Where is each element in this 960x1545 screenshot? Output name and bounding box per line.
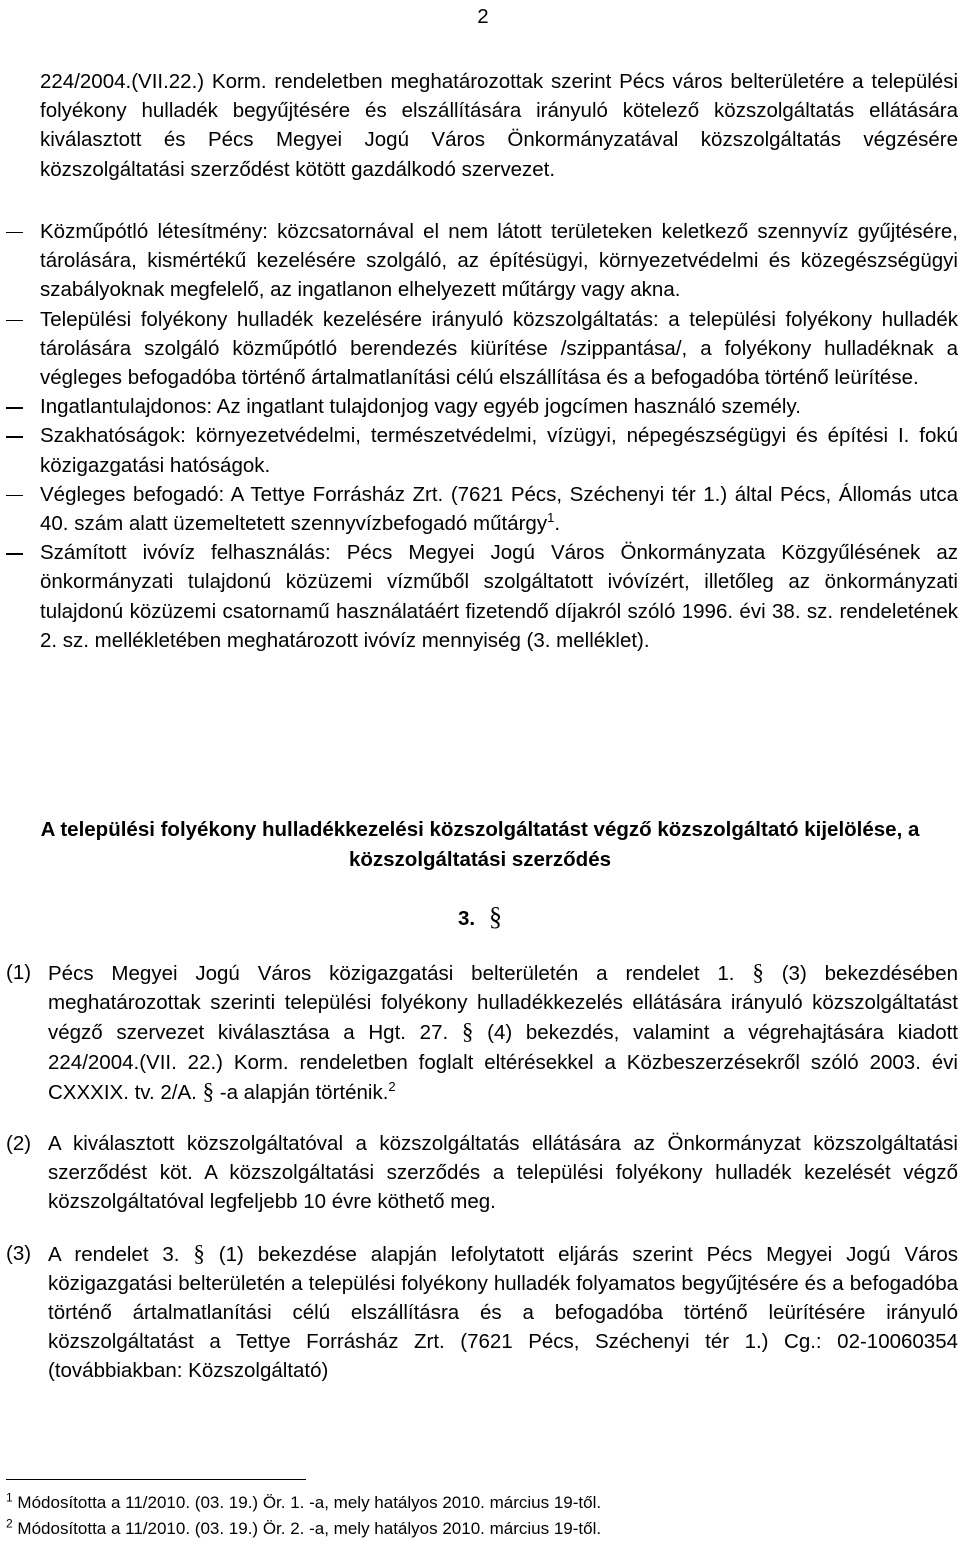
section-heading: A települési folyékony hulladékkezelési közszolgáltatást végző közszolgáltató kijelölése, a közszolgáltatási szerződés	[40, 818, 920, 871]
paragraph-label: (2)	[6, 1132, 32, 1156]
definitions-list	[0, 217, 960, 655]
definition-item	[0, 538, 958, 655]
section-number	[0, 902, 960, 933]
paragraph-text: (4) bekezdés, valamint a végrehajtására kiadott 224/2004.(VII. 22.) Korm. rendeletben foglalt eltérésekkel a Közbeszerzésekről szóló 2003. évi CXXXIX. tv. 2/A.	[48, 1021, 958, 1104]
section-sign: §	[489, 902, 503, 931]
numbered-paragraphs	[0, 958, 960, 1386]
definition-item	[0, 217, 958, 305]
section-sign: §	[202, 1078, 215, 1104]
footnote-number: 1	[6, 1490, 13, 1505]
definition-text: Ingatlantulajdonos: Az ingatlant tulajdonjog vagy egyéb jogcímen használó személy.	[40, 395, 801, 419]
definition-item	[0, 421, 958, 479]
paragraph-text: A rendelet 3.	[48, 1242, 194, 1266]
paragraph-label: (3)	[6, 1241, 32, 1265]
section-sign: §	[193, 1240, 205, 1266]
footnote-divider	[6, 1479, 306, 1480]
footnote	[6, 1490, 946, 1516]
numbered-paragraph	[0, 1239, 958, 1386]
footnote-text: Módosította a 11/2010. (03. 19.) Ör. 1. -a, mely hatályos 2010. március 19-től.	[17, 1493, 602, 1512]
footnote-text: Módosította a 11/2010. (03. 19.) Ör. 2. -a, mely hatályos 2010. március 19-től.	[17, 1519, 602, 1538]
definition-tail: .	[554, 512, 561, 536]
definition-text: Végleges befogadó: A Tettye Forrásház Zrt. (7621 Pécs, Széchenyi tér 1.) által Pécs, Állomás utca 40. szám alatt üzemeltetett szennyvízbefogadó műtárgy	[40, 482, 958, 536]
paragraph-text: Pécs Megyei Jogú Város közigazgatási belterületén a rendelet 1.	[48, 962, 753, 985]
paragraph-text: (3) bekezdésében meghatározottak szerinti települési folyékony hulladékkezelés ellátására irányuló közszolgáltatást végző szervezet kiválasztása a Hgt. 27.	[48, 962, 958, 1045]
paragraph-text: (1) bekezdése alapján lefolytatott eljárás szerint Pécs Megyei Jogú Város közigazgatási belterületén a települési folyékony hulladék folyamatos begyűjtésére és a befogadóba történő ártalmatlanítási célú elszállításra és a befogadóba történő leürítésére irányuló közszolgáltatást a Tettye Forrásház Zrt. (7621 Pécs, Széchenyi tér 1.) Cg.: 02-10060354 (továbbiakban: Közszolgáltató)	[48, 1242, 959, 1383]
intro-paragraph	[40, 67, 958, 184]
footnote-ref[interactable]: 1	[547, 510, 555, 526]
paragraph-text: A kiválasztott közszolgáltatóval a közszolgáltatás ellátására az Önkormányzat közszolgáltatási szerződést köt. A közszolgáltatási szerződés a települési folyékony hulladék kezelését végző közszolgáltatóval legfeljebb 10 évre köthető meg.	[48, 1132, 958, 1214]
definition-item	[0, 305, 958, 393]
definition-item	[0, 392, 958, 421]
footnote-ref[interactable]: 2	[388, 1078, 396, 1094]
definition-text: Közműpótló létesítmény: közcsatornával el nem látott területeken keletkező szennyvíz gyűjtésére, tárolására, kismértékű kezelésére szolgáló, az építésügyi, környezetvédelmi és közegészségügyi szabályoknak megfelelő, az ingatlanon elhelyezett műtárgy vagy akna.	[40, 220, 958, 302]
definition-text: Szakhatóságok: környezetvédelmi, természetvédelmi, vízügyi, népegészségügyi és építési I. fokú közigazgatási hatóságok.	[40, 424, 958, 477]
definition-text: Települési folyékony hulladék kezelésére irányuló közszolgáltatás: a települési folyékony hulladék tárolására szolgáló közműpótló berendezés kiürítése /szippantása/, a folyékony hulladéknak a végleges befogadóba történő ártalmatlanítási célú elszállítása és a befogadóba történő leürítése.	[40, 307, 958, 390]
section-number-value: 3.	[457, 907, 476, 930]
footnote-number: 2	[6, 1516, 13, 1531]
section-sign: §	[461, 1019, 474, 1045]
paragraph-label: (1)	[6, 961, 32, 984]
definition-text: Számított ivóvíz felhasználás: Pécs Megyei Jogú Város Önkormányzata Közgyűlésének az önkormányzati tulajdonú közüzemi vízműből szolgáltatott ivóvízért, illetőleg az önkormányzati tulajdonú közüzemi csatornamű használatáért fizetendő díjakról szóló 1996. évi 38. sz. rendeletének 2. sz. mellékletében meghatározott ivóvíz mennyiség (3. melléklet).	[40, 541, 958, 652]
paragraph-text: -a alapján történik.	[214, 1080, 389, 1104]
definition-item	[0, 480, 958, 538]
numbered-paragraph	[0, 1129, 958, 1217]
intro-paragraph-text: 224/2004.(VII.22.) Korm. rendeletben meghatározottak szerint Pécs város belterületére a települési folyékony hulladék begyűjtésére és elszállítására irányuló kötelező közszolgáltatás ellátására kiválasztott és Pécs Megyei Jogú Város Önkormányzatával közszolgáltatás végzésére közszolgáltatási szerződést kötött gazdálkodó szervezet.	[40, 70, 958, 181]
page-number: 2	[477, 5, 489, 28]
numbered-paragraph	[0, 958, 958, 1107]
footnotes	[6, 1490, 946, 1542]
section-sign: §	[752, 960, 764, 985]
footnote	[6, 1516, 946, 1542]
